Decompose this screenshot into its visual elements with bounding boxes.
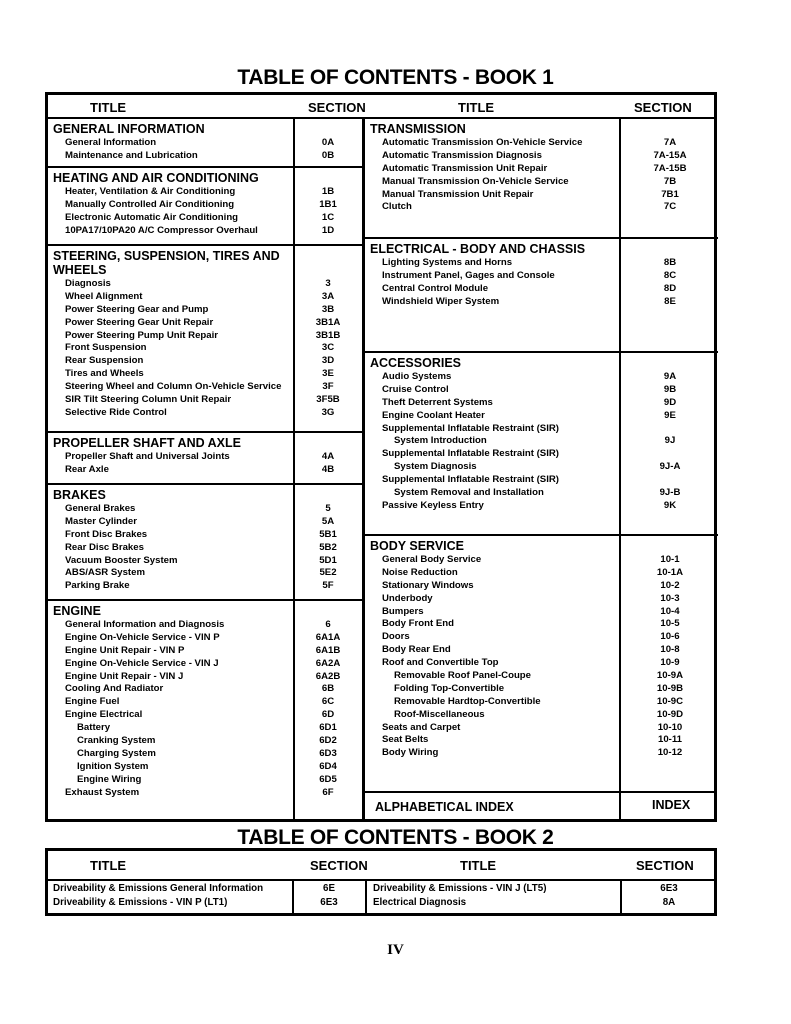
entry-title: Manually Controlled Air Conditioning [65,198,235,210]
toc-entry [365,189,721,202]
entry-section: 9J-A [659,461,681,473]
entry-title: Manual Transmission Unit Repair [382,188,534,200]
entry-title: 10PA17/10PA20 A/C Compressor Overhaul [65,224,258,236]
toc-entry [48,774,363,787]
entry-title: Automatic Transmission Unit Repair [382,162,548,174]
toc-entry [365,474,721,487]
header-section-right: SECTION [636,858,694,873]
entry-section: 5D1 [319,554,337,566]
entry-section: 8D [663,282,677,294]
toc-entry [48,330,363,343]
entry-section: 10-9B [656,682,684,694]
entry-title: Engine Coolant Heater [382,409,485,421]
entry-section: 6 [325,619,331,630]
entry-title: Engine On-Vehicle Service - VIN J [65,657,219,669]
entry-title: Engine Fuel [65,696,120,708]
entry-section: 8B [663,257,677,268]
entry-section: 6D1 [319,722,337,734]
entry-title: Supplemental Inflatable Restraint (SIR) [382,422,559,434]
entry-title: Selective Ride Control [65,406,167,418]
toc-entry [365,580,721,593]
toc-entry [48,516,363,529]
toc-entry [48,186,363,199]
entry-title: Power Steering Gear and Pump [65,303,209,315]
entry-title: Automatic Transmission Diagnosis [382,149,542,161]
group-heading: ELECTRICAL - BODY AND CHASSIS [370,242,586,256]
entry-section: 3F5B [316,394,340,406]
entry-section: 1D [321,224,335,236]
entry-title: System Introduction [394,435,487,447]
entry-section: 3B [321,303,335,315]
entry-section: 9D [663,396,677,408]
toc-entry [48,368,363,381]
toc-entry [48,342,363,355]
header-section-left: SECTION [308,100,366,115]
entry-title: Battery [77,722,111,734]
toc-entry [48,278,363,291]
entry-title: Stationary Windows [382,579,474,591]
entry-title: Removable Roof Panel-Coupe [394,670,531,682]
toc-group [48,433,363,477]
entry-section: 7B [663,175,677,187]
entry-title: SIR Tilt Steering Column Unit Repair [65,394,232,406]
toc-entry [48,464,363,477]
entry-section: 0A [321,137,335,148]
entry-section: 6D [321,709,335,721]
group-heading: BODY SERVICE [370,539,465,553]
toc-entry [365,618,721,631]
entry-section: 9K [663,499,677,511]
toc-entry [48,709,363,722]
entry-title: Seat Belts [382,734,429,746]
toc-entry [365,296,721,309]
entry-section: 1C [321,211,335,223]
entry-title: Exhaust System [65,786,140,798]
header-title-right: TITLE [458,100,495,115]
entry-section: 10-9C [656,695,684,707]
entry-title: Engine Electrical [65,709,143,721]
toc-entry [365,423,721,436]
toc-entry [365,593,721,606]
toc-entry [48,529,363,542]
entry-section: 7A [663,137,677,148]
entry-section: 10-11 [657,734,682,746]
entry-title: Bumpers [382,605,424,617]
entry-title: Front Suspension [65,342,147,354]
group-divider [48,431,365,433]
toc-entry-title: Driveability & Emissions - VIN P (LT1) [53,897,228,908]
toc-entry [48,748,363,761]
entry-title: Doors [382,631,410,643]
entry-section: 10-9A [656,670,684,682]
entry-section: 10-6 [660,631,680,643]
entry-title: Cranking System [77,735,156,747]
toc-entry-title: Driveability & Emissions General Information [53,883,264,894]
entry-section: 3D [321,355,335,367]
entry-title: Heater, Ventilation & Air Conditioning [65,186,236,197]
toc-entry [365,631,721,644]
entry-title: Roof-Miscellaneous [394,708,485,720]
group-divider [48,599,365,601]
entry-title: Power Steering Pump Unit Repair [65,329,218,341]
toc-entry [365,150,721,163]
alphabetical-index-title: ALPHABETICAL INDEX [375,800,514,814]
entry-title: Audio Systems [382,371,452,382]
entry-title: General Body Service [382,554,482,565]
toc-entry [48,451,363,464]
toc-entry [48,671,363,684]
group-divider [363,351,718,353]
entry-title: Cooling And Radiator [65,683,164,695]
entry-section: 6A2A [315,657,341,669]
group-heading: STEERING, SUSPENSION, TIRES AND WHEELS [53,249,280,277]
entry-section: 3E [322,368,334,380]
entry-title: Automatic Transmission On-Vehicle Service [382,137,583,148]
entry-section: 6D4 [319,760,337,772]
toc-entry [365,670,721,683]
entry-title: Lighting Systems and Horns [382,257,513,268]
toc-entry [365,270,721,283]
toc-entry [365,371,721,384]
entry-section: 10-3 [660,592,680,604]
entry-title: Vacuum Booster System [65,554,178,566]
entry-title: Clutch [382,201,412,213]
toc-group [365,353,721,513]
group-heading: ENGINE [53,604,101,618]
entry-title: Body Front End [382,618,454,630]
toc-entry [365,137,721,150]
toc-group [365,536,721,760]
toc-group [365,239,721,309]
toc-entry [48,619,363,632]
group-heading: TRANSMISSION [370,122,466,136]
entry-section: 1B [321,186,335,197]
entry-section: 3 [325,278,331,289]
entry-title: Propeller Shaft and Universal Joints [65,451,230,462]
toc-entry [48,503,363,516]
entry-section: 8E [664,295,676,307]
header-section-right: SECTION [634,100,692,115]
toc-entry [48,150,363,163]
entry-title: Front Disc Brakes [65,528,148,540]
entry-title: Theft Deterrent Systems [382,396,493,408]
entry-title: Instrument Panel, Gages and Console [382,269,555,281]
header-title-left: TITLE [90,100,127,115]
toc-entry [48,555,363,568]
toc-entry [48,212,363,225]
toc-entry [365,461,721,474]
entry-section: 10-10 [657,721,683,733]
group-divider [363,791,714,793]
toc-entry [365,554,721,567]
group-heading: PROPELLER SHAFT AND AXLE [53,436,241,450]
entry-section: 10-9D [656,708,684,720]
entry-title: Body Rear End [382,644,451,656]
entry-section: 9E [664,409,676,421]
entry-section: 7C [663,201,677,213]
entry-section: 3B1B [315,329,341,341]
entry-title: Ignition System [77,760,149,772]
entry-section: 4A [321,451,335,462]
entry-title: Master Cylinder [65,515,137,527]
toc-entry [48,761,363,774]
entry-title: Maintenance and Lubrication [65,149,198,161]
entry-section: 6B [321,683,335,695]
entry-section: 6A1A [315,631,341,643]
toc-entry [48,304,363,317]
entry-section: 6D2 [319,735,337,747]
entry-title: Parking Brake [65,580,130,592]
entry-section: 6A1B [315,644,341,656]
page-number: IV [387,942,404,958]
entry-section: 5F [322,580,334,592]
toc-entry-section: 6E3 [660,883,678,894]
entry-section: 10-8 [660,644,680,656]
entry-section: 3G [321,406,335,418]
entry-title: Engine Unit Repair - VIN P [65,644,185,656]
entry-title: Roof and Convertible Top [382,657,499,669]
entry-title: Central Control Module [382,282,489,294]
entry-section: 10-2 [660,579,680,591]
toc-entry [365,567,721,580]
entry-section: 10-9 [660,657,680,669]
entry-title: Removable Hardtop-Convertible [394,695,541,707]
entry-section: 6F [322,786,334,798]
entry-section: 5E2 [319,567,337,579]
toc-entry-section: 6E3 [320,897,338,908]
toc-entry [365,201,721,214]
entry-section: 5 [325,503,331,514]
entry-title: Rear Axle [65,463,109,475]
entry-title: General Brakes [65,503,136,514]
entry-section: 9B [663,383,677,395]
toc-entry [48,580,363,593]
entry-title: Engine Unit Repair - VIN J [65,670,184,682]
entry-section: 3C [321,342,335,354]
toc-group [48,119,363,163]
entry-title: Rear Suspension [65,355,144,367]
toc-entry [48,632,363,645]
toc-entry [48,683,363,696]
toc-entry [48,722,363,735]
entry-title: Charging System [77,747,156,759]
book2-table [45,848,717,916]
entry-title: Supplemental Inflatable Restraint (SIR) [382,474,559,486]
entry-section: 6C [321,696,335,708]
toc-entry-section: 6E [323,883,335,894]
header-divider [48,879,714,881]
toc-entry [48,225,363,238]
toc-group [48,485,363,593]
entry-section: 7A-15A [653,149,687,161]
group-divider [363,534,718,536]
toc-entry [48,199,363,212]
entry-section: 1B1 [319,198,337,210]
toc-entry [365,435,721,448]
entry-title: Steering Wheel and Column On-Vehicle Service [65,381,282,393]
toc-entry [48,658,363,671]
toc-entry [48,542,363,555]
entry-section: 0B [321,149,335,161]
entry-title: Windshield Wiper System [382,295,500,307]
toc-group [365,119,721,214]
book1-title: TABLE OF CONTENTS - BOOK 1 [237,66,554,89]
entry-section: 10-12 [657,747,683,759]
entry-section: 5B2 [319,541,337,553]
entry-section: 6D3 [319,747,337,759]
entry-title: System Diagnosis [394,461,477,473]
alphabetical-index-section: INDEX [652,798,691,812]
toc-entry [48,645,363,658]
entry-title: Tires and Wheels [65,368,144,380]
entry-section: 10-4 [660,605,680,617]
entry-section: 4B [321,463,335,475]
entry-title: Passive Keyless Entry [382,499,484,511]
entry-section: 3A [321,290,335,302]
toc-entry [48,407,363,420]
toc-entry [365,722,721,735]
entry-section: 10-1A [656,566,684,578]
toc-entry [365,283,721,296]
toc-entry [365,734,721,747]
group-divider [48,483,365,485]
entry-title: Rear Disc Brakes [65,541,144,553]
toc-entry [365,709,721,722]
entry-title: Power Steering Gear Unit Repair [65,316,214,328]
header-title-left: TITLE [90,858,127,873]
toc-entry [365,397,721,410]
entry-section: 9J [664,435,676,447]
toc-entry [48,394,363,407]
entry-title: General Information and Diagnosis [65,619,225,630]
entry-section: 9J-B [659,487,681,499]
entry-title: Folding Top-Convertible [394,682,505,694]
entry-section: 6D5 [319,773,337,785]
header-section-left: SECTION [310,858,368,873]
toc-entry-title: Electrical Diagnosis [373,897,467,908]
toc-group [48,601,363,799]
toc-entry [365,606,721,619]
entry-title: Body Wiring [382,747,439,759]
entry-section: 7B1 [661,188,679,200]
toc-entry-title: Driveability & Emissions - VIN J (LT5) [373,883,547,894]
toc-entry [365,448,721,461]
entry-section: 10-1 [660,554,680,565]
group-heading: BRAKES [53,488,106,502]
entry-title: Manual Transmission On-Vehicle Service [382,175,569,187]
column-divider [365,879,367,913]
entry-title: General Information [65,137,157,148]
toc-entry [48,355,363,368]
toc-entry [48,137,363,150]
toc-entry [365,500,721,513]
group-divider [48,244,365,246]
entry-section: 6A2B [315,670,341,682]
toc-entry-section: 8A [662,897,676,908]
entry-section: 9A [663,371,677,382]
entry-title: Cruise Control [382,383,449,395]
toc-entry [365,657,721,670]
entry-title: ABS/ASR System [65,567,145,579]
toc-entry [48,735,363,748]
entry-title: Wheel Alignment [65,290,143,302]
entry-title: Seats and Carpet [382,721,461,733]
entry-title: Engine On-Vehicle Service - VIN P [65,631,220,643]
toc-entry [365,163,721,176]
entry-section: 3F [322,381,334,393]
group-heading: ACCESSORIES [370,356,461,370]
entry-title: Engine Wiring [77,773,142,785]
entry-section: 7A-15B [653,162,687,174]
entry-section: 5B1 [319,528,337,540]
toc-entry [365,384,721,397]
entry-section: 10-5 [660,618,680,630]
toc-entry [365,176,721,189]
toc-entry [48,696,363,709]
toc-entry [365,487,721,500]
entry-title: Underbody [382,592,433,604]
entry-section: 5A [321,515,335,527]
toc-entry [48,567,363,580]
entry-title: System Removal and Installation [394,487,544,499]
toc-entry [365,747,721,760]
toc-entry [365,696,721,709]
toc-group [48,246,363,420]
book2-title: TABLE OF CONTENTS - BOOK 2 [237,826,554,849]
group-heading: GENERAL INFORMATION [53,122,205,136]
header-title-right: TITLE [460,858,497,873]
toc-entry [365,683,721,696]
toc-entry [48,291,363,304]
toc-entry [365,257,721,270]
group-divider [48,166,365,168]
entry-section: 8C [663,269,677,281]
book1-table [45,92,717,822]
toc-group [48,168,363,238]
toc-entry [48,787,363,800]
toc-entry [365,410,721,423]
entry-title: Noise Reduction [382,566,458,578]
entry-title: Supplemental Inflatable Restraint (SIR) [382,448,559,460]
entry-section: 3B1A [315,316,341,328]
toc-entry [365,644,721,657]
toc-entry [48,381,363,394]
entry-title: Electronic Automatic Air Conditioning [65,211,239,223]
entry-title: Diagnosis [65,278,111,289]
group-heading: HEATING AND AIR CONDITIONING [53,171,259,185]
toc-entry [48,317,363,330]
group-divider [363,237,718,239]
